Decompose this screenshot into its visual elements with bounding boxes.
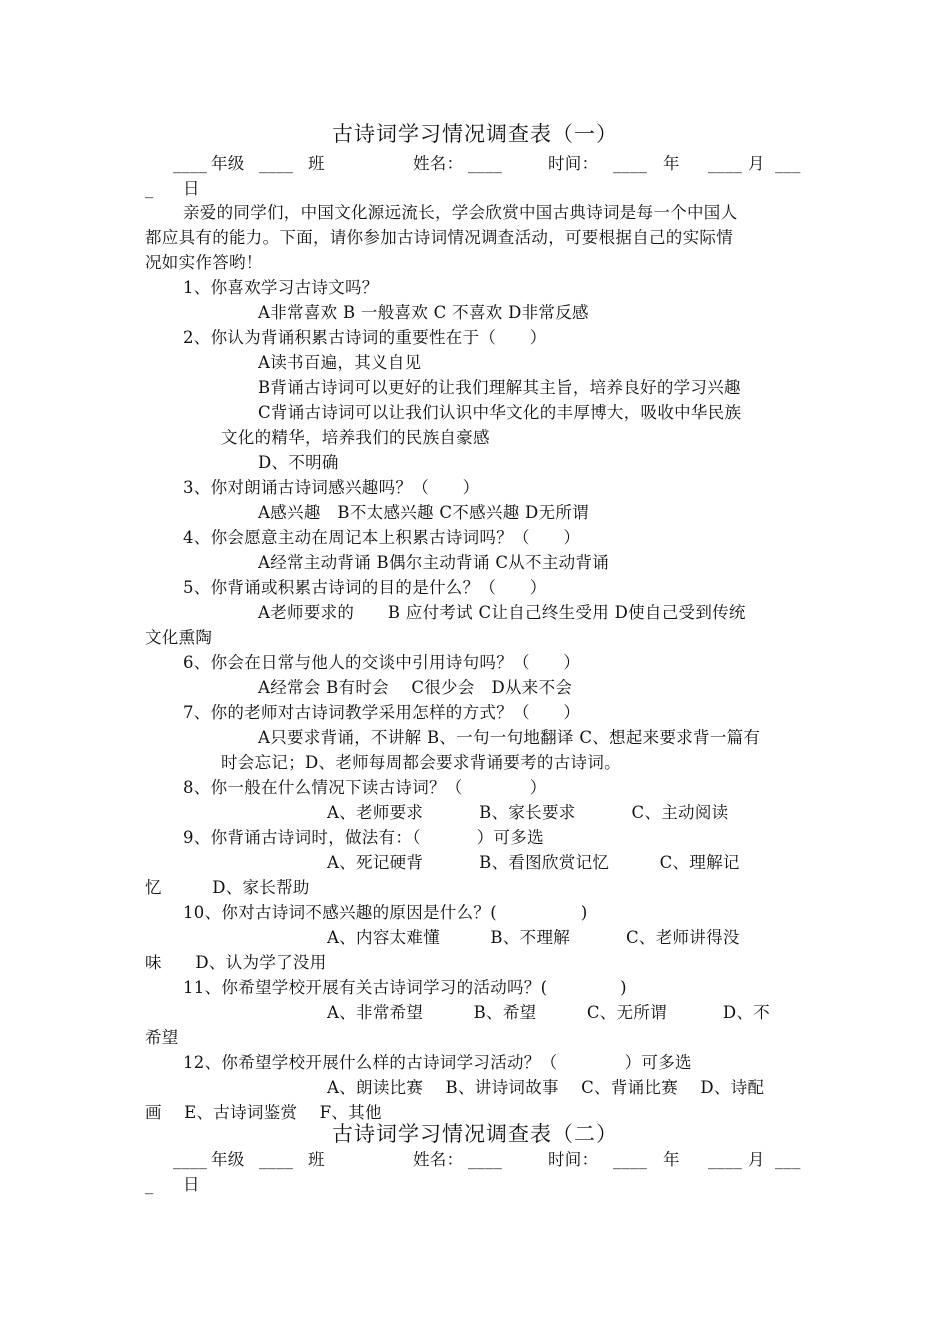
class-blank[interactable]: ____ [259, 1150, 294, 1169]
month-label: 月 [748, 1150, 765, 1169]
options-6[interactable]: A经常会 B有时会 C很少会 D从来不会 [258, 678, 573, 697]
question-5: 5、你背诵或积累古诗词的目的是什么？（ ） [183, 578, 547, 597]
intro-line: 况如实作答哟！ [145, 253, 263, 272]
grade-label: 年级 [211, 154, 245, 173]
options-12[interactable]: A、朗读比赛 B、讲诗词故事 C、背诵比赛 D、诗配 [327, 1078, 765, 1097]
intro-line: 亲爱的同学们，中国文化源远流长，学会欣赏中国古典诗词是每一个中国人 [183, 203, 738, 222]
option-2a[interactable]: A读书百遍，其义自见 [258, 353, 422, 372]
question-2: 2、你认为背诵积累古诗词的重要性在于（ ） [183, 328, 547, 347]
survey-title-1: 古诗词学习情况调查表（一） [332, 122, 618, 146]
question-1: 1、你喜欢学习古诗文吗？ [183, 278, 379, 297]
name-label: 姓名： [413, 154, 464, 173]
options-11-cont: 希望 [145, 1028, 179, 1047]
options-9[interactable]: A、死记硬背 B、看图欣赏记忆 C、理解记 [327, 853, 740, 872]
options-7[interactable]: A只要求背诵，不讲解 B、一句一句地翻译 C、想起来要求背一篇有 [258, 728, 761, 747]
question-9: 9、你背诵古诗词时，做法有：（ ）可多选 [183, 828, 544, 847]
day-blank-cont[interactable]: _ [145, 1175, 154, 1194]
class-blank[interactable]: ____ [259, 154, 294, 173]
day-blank[interactable]: ___ [775, 1150, 801, 1169]
option-2c-cont: 文化的精华，培养我们的民族自豪感 [221, 428, 490, 447]
question-12: 12、你希望学校开展什么样的古诗词学习活动？（ ）可多选 [183, 1053, 692, 1072]
options-8[interactable]: A、老师要求 B、家长要求 C、主动阅读 [327, 803, 729, 822]
grade-blank[interactable]: ____ [173, 1150, 208, 1169]
options-12-cont: 画 E、古诗词鉴赏 F、其他 [145, 1103, 382, 1122]
options-7-cont: 时会忘记；D、老师每周都会要求背诵要考的古诗词。 [221, 753, 621, 772]
intro-line: 都应具有的能力。下面，请你参加古诗词情况调查活动，可要根据自己的实际情 [145, 228, 733, 247]
question-10: 10、你对古诗词不感兴趣的原因是什么？( ) [183, 903, 588, 922]
options-9-cont: 忆 D、家长帮助 [145, 878, 310, 897]
class-label: 班 [308, 154, 325, 173]
month-blank[interactable]: ____ [708, 1150, 743, 1169]
options-11[interactable]: A、非常希望 B、希望 C、无所谓 D、不 [327, 1003, 771, 1022]
name-blank[interactable]: ____ [468, 154, 503, 173]
options-1[interactable]: A非常喜欢 B 一般喜欢 C 不喜欢 D非常反感 [258, 303, 589, 322]
header-row-1 [145, 151, 825, 176]
class-label: 班 [308, 1150, 325, 1169]
question-11: 11、你希望学校开展有关古诗词学习的活动吗？( ) [183, 978, 627, 997]
year-blank[interactable]: ____ [613, 154, 648, 173]
survey-title-2: 古诗词学习情况调查表（二） [332, 1122, 618, 1146]
time-label: 时间： [548, 154, 599, 173]
name-label: 姓名： [413, 1150, 464, 1169]
option-2c[interactable]: C背诵古诗词可以让我们认识中华文化的丰厚博大，吸收中华民族 [258, 403, 742, 422]
option-2b[interactable]: B背诵古诗词可以更好的让我们理解其主旨，培养良好的学习兴趣 [258, 378, 741, 397]
options-10[interactable]: A、内容太难懂 B、不理解 C、老师讲得没 [327, 928, 740, 947]
question-3: 3、你对朗诵古诗词感兴趣吗？（ ） [183, 478, 480, 497]
time-label: 时间： [548, 1150, 599, 1169]
option-2d[interactable]: D、不明确 [258, 453, 339, 472]
day-blank[interactable]: ___ [775, 154, 801, 173]
question-4: 4、你会愿意主动在周记本上积累古诗词吗？（ ） [183, 528, 581, 547]
month-label: 月 [748, 154, 765, 173]
options-5-cont: 文化熏陶 [145, 628, 213, 647]
question-8: 8、你一般在什么情况下读古诗词？（ ） [183, 778, 547, 797]
options-5[interactable]: A老师要求的 B 应付考试 C让自己终生受用 D使自己受到传统 [258, 603, 746, 622]
month-blank[interactable]: ____ [708, 154, 743, 173]
header-row-2b [145, 1172, 825, 1197]
question-6: 6、你会在日常与他人的交谈中引用诗句吗？（ ） [183, 653, 581, 672]
day-blank-cont[interactable]: _ [145, 179, 154, 198]
name-blank[interactable]: ____ [468, 1150, 503, 1169]
options-4[interactable]: A经常主动背诵 B偶尔主动背诵 C从不主动背诵 [258, 553, 610, 572]
day-label: 日 [183, 179, 200, 198]
header-row-2 [145, 1147, 825, 1172]
question-7: 7、你的老师对古诗词教学采用怎样的方式？（ ） [183, 703, 581, 722]
header-row-1b [145, 176, 825, 201]
options-10-cont: 味 D、认为学了没用 [145, 953, 327, 972]
year-label: 年 [663, 154, 680, 173]
year-blank[interactable]: ____ [613, 1150, 648, 1169]
grade-blank[interactable]: ____ [173, 154, 208, 173]
year-label: 年 [663, 1150, 680, 1169]
options-3[interactable]: A感兴趣 B不太感兴趣 C不感兴趣 D无所谓 [258, 503, 589, 522]
day-label: 日 [183, 1175, 200, 1194]
grade-label: 年级 [211, 1150, 245, 1169]
